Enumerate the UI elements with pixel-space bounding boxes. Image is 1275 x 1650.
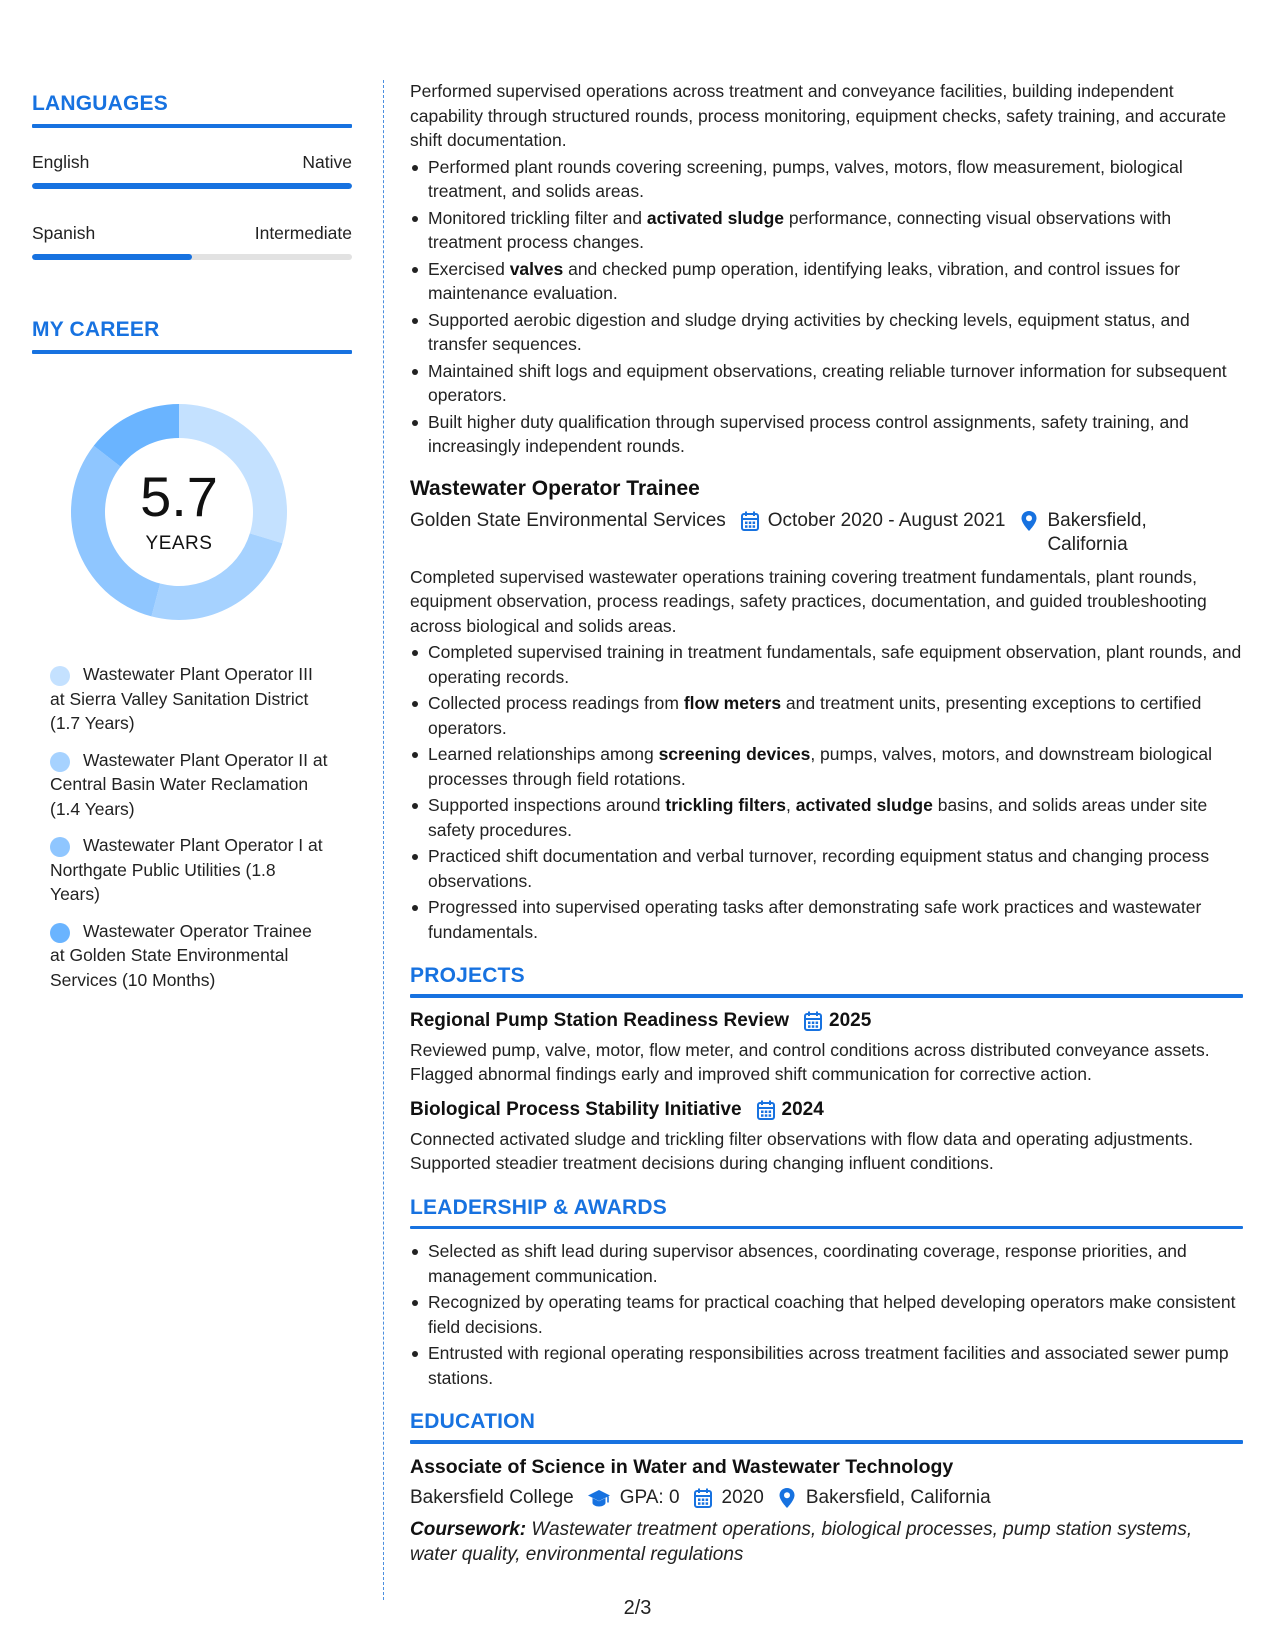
job-summary: Completed supervised wastewater operations training covering treatment fundamentals, plant rounds, equipment observation, process readings, safety practices, documentation, and guided troubleshooting across biological and solids areas. xyxy=(410,566,1207,636)
language-name: English xyxy=(32,152,90,172)
legend-item xyxy=(50,662,330,736)
job-company: Golden State Environmental Services xyxy=(410,509,726,531)
language-level: Intermediate xyxy=(254,223,352,243)
school-location: Bakersfield, California xyxy=(805,1486,991,1508)
language-item xyxy=(32,152,352,189)
job-bullet: Completed supervised training in treatment fundamentals, safe equipment observation, plant rounds, and operating records. xyxy=(410,640,1243,689)
project-description: Reviewed pump, valve, motor, flow meter, and control conditions across distributed conveyance assets. Flagged abnormal findings early and improved shift communication for corrective action. xyxy=(410,1039,1210,1084)
languages-section xyxy=(32,92,352,260)
legend-text: Wastewater Plant Operator I at Northgate Public Utilities (1.8 Years) xyxy=(50,835,323,904)
page-number: 2/3 xyxy=(623,1597,652,1619)
language-level-bar xyxy=(32,254,352,260)
map-pin-icon xyxy=(776,1487,798,1509)
project-year: 2025 xyxy=(829,1009,872,1031)
calendar-icon xyxy=(756,1099,776,1121)
legend-dot xyxy=(50,923,70,943)
job-title: Wastewater Operator Trainee xyxy=(410,476,700,500)
column-divider xyxy=(383,80,384,1600)
legend-item xyxy=(50,919,330,993)
job-bullet: Supported aerobic digestion and sludge drying activities by checking levels, equipment status, and transfer sequences. xyxy=(410,308,1243,357)
project-item xyxy=(410,1010,1243,1087)
career-section xyxy=(32,318,352,992)
coursework-text: Wastewater treatment operations, biological processes, pump station systems, water quality, environmental regulations xyxy=(410,1518,1193,1565)
job-bullet: Exercised valves and checked pump operation, identifying leaks, vibration, and control issues for maintenance evaluation. xyxy=(410,257,1243,306)
education-section xyxy=(410,1410,1243,1567)
career-title: MY CAREER xyxy=(32,318,160,341)
job-meta xyxy=(410,509,1243,557)
projects-rule xyxy=(410,994,1243,998)
gpa: GPA: 0 xyxy=(619,1486,680,1508)
job-dates: October 2020 - August 2021 xyxy=(767,509,1006,531)
coursework xyxy=(410,1517,1243,1567)
calendar-icon xyxy=(803,1010,823,1032)
projects-section xyxy=(410,964,1243,1176)
leadership-bullet: Selected as shift lead during supervisor absences, coordinating coverage, response priorities, and management communication. xyxy=(410,1239,1243,1288)
leadership-rule xyxy=(410,1226,1243,1230)
language-level-fill xyxy=(32,254,192,260)
job-bullets xyxy=(410,155,1243,459)
job-bullet: Performed plant rounds covering screening, pumps, valves, motors, flow measurement, biological treatment, and solids areas. xyxy=(410,155,1243,204)
graduation-cap-icon xyxy=(586,1487,612,1509)
job-bullet: Learned relationships among screening devices, pumps, valves, motors, and downstream biological processes through field rotations. xyxy=(410,742,1243,791)
project-name: Biological Process Stability Initiative xyxy=(410,1098,742,1120)
education-title: EDUCATION xyxy=(410,1410,536,1433)
main-content xyxy=(410,79,1243,1567)
career-rule xyxy=(32,350,352,354)
languages-title: LANGUAGES xyxy=(32,92,168,115)
job-bullet: Built higher duty qualification through supervised process control assignments, safety training, and increasingly independent rounds. xyxy=(410,410,1243,459)
sidebar xyxy=(32,92,352,1004)
education-rule xyxy=(410,1440,1243,1444)
education-meta xyxy=(410,1487,1243,1509)
language-name: Spanish xyxy=(32,223,96,243)
leadership-bullet: Entrusted with regional operating responsibilities across treatment facilities and associated sewer pump stations. xyxy=(410,1341,1243,1390)
language-item xyxy=(32,223,352,260)
project-name: Regional Pump Station Readiness Review xyxy=(410,1009,790,1031)
leadership-section xyxy=(410,1196,1243,1391)
job-bullet: Monitored trickling filter and activated sludge performance, connecting visual observations with treatment process changes. xyxy=(410,206,1243,255)
legend-item xyxy=(50,833,330,907)
project-description: Connected activated sludge and trickling filter observations with flow data and operating adjustments. Supported steadier treatment decisions during changing influent conditions. xyxy=(410,1128,1194,1173)
project-item xyxy=(410,1099,1243,1176)
coursework-label: Coursework: xyxy=(410,1518,527,1540)
career-donut-chart xyxy=(65,398,293,626)
calendar-icon xyxy=(740,510,760,532)
job-bullet: Collected process readings from flow meters and treatment units, presenting exceptions to certified operators. xyxy=(410,691,1243,740)
legend-text: Wastewater Plant Operator III at Sierra Valley Sanitation District (1.7 Years) xyxy=(50,664,313,733)
leadership-bullet: Recognized by operating teams for practical coaching that helped developing operators make consistent field decisions. xyxy=(410,1290,1243,1339)
projects-title: PROJECTS xyxy=(410,964,525,987)
career-total-unit: YEARS xyxy=(145,533,213,554)
degree-title: Associate of Science in Water and Wastewater Technology xyxy=(410,1455,954,1478)
job-bullet: Practiced shift documentation and verbal turnover, recording equipment status and changing process observations. xyxy=(410,844,1243,893)
legend-text: Wastewater Plant Operator II at Central Basin Water Reclamation (1.4 Years) xyxy=(50,749,328,819)
graduation-year: 2020 xyxy=(721,1486,764,1508)
languages-rule xyxy=(32,124,352,128)
job-bullet: Supported inspections around trickling filters, activated sludge basins, and solids areas under site safety procedures. xyxy=(410,793,1243,842)
job-location: Bakersfield, California xyxy=(1047,509,1147,555)
legend-item xyxy=(50,748,330,822)
calendar-icon xyxy=(692,1487,714,1509)
job-bullet: Maintained shift logs and equipment observations, creating reliable turnover information for subsequent operators. xyxy=(410,359,1243,408)
school-name: Bakersfield College xyxy=(410,1486,574,1508)
job-entry-trainee xyxy=(410,477,1243,945)
legend-dot xyxy=(50,837,70,857)
job-summary: Performed supervised operations across treatment and conveyance facilities, building independent capability through structured rounds, process monitoring, equipment checks, safety training, and accurate shift documentation. xyxy=(410,81,1227,150)
project-year: 2024 xyxy=(781,1098,824,1120)
job-bullet: Progressed into supervised operating tasks after demonstrating safe work practices and wastewater fundamentals. xyxy=(410,895,1243,944)
language-level: Native xyxy=(302,152,352,172)
career-total-value: 5.7 xyxy=(140,465,218,528)
leadership-title: LEADERSHIP & AWARDS xyxy=(410,1195,667,1219)
legend-text: Wastewater Operator Trainee at Golden State Environmental Services (10 Months) xyxy=(50,920,312,990)
legend-dot xyxy=(50,666,70,686)
career-legend xyxy=(50,662,330,992)
language-level-fill xyxy=(32,183,352,189)
map-pin-icon xyxy=(1019,510,1039,532)
language-level-bar xyxy=(32,183,352,189)
donut-center xyxy=(65,398,293,626)
leadership-bullets xyxy=(410,1239,1243,1390)
job-bullets xyxy=(410,640,1243,944)
legend-dot xyxy=(50,752,70,772)
